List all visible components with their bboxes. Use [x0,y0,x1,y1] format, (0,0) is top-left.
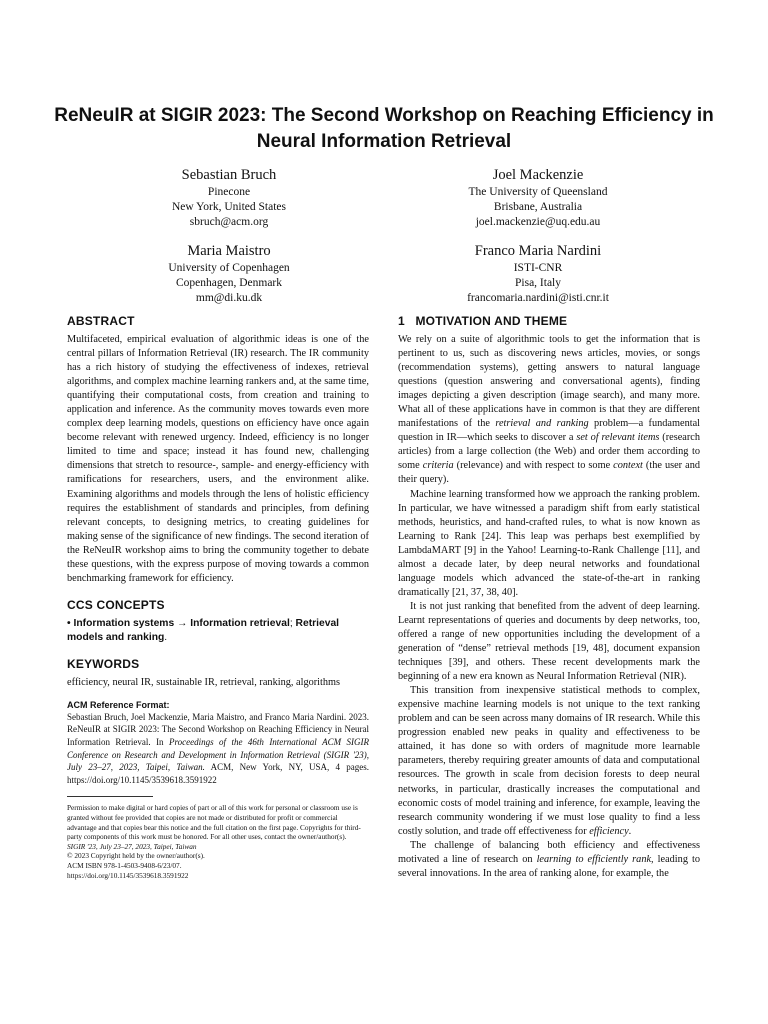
author-location: Copenhagen, Denmark [175,277,283,290]
author-location: New York, United States [171,201,287,214]
left-column [67,313,369,880]
body-paragraph [398,839,700,881]
ccs-separator: ; [289,617,296,629]
author-email: francomaria.nardini@isti.cnr.it [467,292,609,305]
author-name: Sebastian Bruch [181,167,277,183]
ccs-heading: CCS CONCEPTS [67,597,165,612]
author-name: Maria Maistro [187,243,271,259]
author-block [408,242,668,307]
text-run: This transition from inexpensive statistical methods to complex, expensive machine learning models is not unique to the text ranking problem and can be seen across many domains of IR research. While this progression enabled new peaks in quality and effectiveness to be attained, it has done so with orders of magnitude more learnable parameters, thereby requiring greater amounts of data and computational resources. The growth in scale from decision forests to deep neural networks, in particular, drastically increases the computational and economic costs of model training and inference, for example, leaving the research community wondering if we must lose quality to find a less costly solution, and trade off effectiveness for [398,685,700,837]
body-paragraph: Machine learning transformed how we approach the ranking problem. In particular, we have witnessed a paradigm shift from early statistical methods, heuristics, and hand-crafted rules, to what is now known as Learning to Rank [24]. This leap was perhaps best exemplified by LambdaMART [9] in the Yahoo! Learning-to-Rank Challenge [11], and almost a decade later, by deep neural networks and foundational language models which advanced the state-of-the-art in ranking dramatically [21, 37, 38, 40]. [398,488,700,598]
author-email: sbruch@acm.org [189,216,269,229]
permission-block [67,803,369,880]
text-run: The challenge of balancing both efficiency and effectiveness motivated a line of research on [398,839,700,865]
ccs-sub: Information retrieval [190,617,290,629]
right-column [398,313,700,881]
author-affiliation: The University of Queensland [468,186,608,198]
author-name: Joel Mackenzie [492,167,584,183]
permission-text: Permission to make digital or hard copies of part or all of this work for personal or classroom use is granted without fee provided that copies are not made or distributed for profit or commercial advantage and that copies bear this notice and the full citation on the first page. Copyrights for third-party components of this work must be honored. For all other uses, contact the owner/author(s). [67,803,361,842]
reference-heading: ACM Reference Format: [67,699,170,710]
permission-copyright: © 2023 Copyright held by the owner/author(s). [67,851,205,861]
text-run: , leading to several innovations. In the area of ranking alone, for example, the [398,853,701,879]
text-run: We rely on a suite of algorithmic tools to get the information that is pertinent to us, such as discovering news articles, movies, or songs (recommendation systems), getting answers to natural language questions (question answering and conversational agents), finding images depicting a given description (image search), and many more. What all of these applications have in common is that they are different manifestations of the [398,334,700,430]
abstract-text: Multifaceted, empirical evaluation of algorithmic ideas is one of the central pillars of Information Retrieval (IR) research. The IR community has a rich history of studying the effectiveness of indexes, retrieval algorithms, and complex machine learning rankers and, at the same time, quantifying their computational costs, from creation and training to application and inference. As the community moves towards even more complex deep learning models, questions on efficiency have once again become relevant with renewed urgency. Indeed, efficiency is no longer limited to time and space; instead it has found new, challenging dimensions that stretch to resource-, sample- and energy-efficiency with ramifications for researchers, users, and the environment alike. Examining algorithms and models through the lens of holistic efficiency requires the establishment of standards and principles, from defining relevant concepts, to designing metrics, to creating guidelines for making sense of the significance of new findings. The second iteration of the ReNeuIR workshop aims to bring the community together to debate these questions, with the express purpose of moving towards a common benchmarking framework for efficiency. [67,334,369,584]
body-paragraph [398,333,700,488]
abstract-heading: ABSTRACT [67,314,135,328]
section-heading: 1 MOTIVATION AND THEME [398,314,568,328]
text-run: (the user and their query). [398,460,700,486]
author-affiliation: Pinecone [207,186,251,198]
emphasis: criteria [422,460,454,472]
ccs-arrow: → [177,617,188,629]
reference-venue: Proceedings of the 46th International ACM SIGIR Conference on Research and Development in Information Retrieval (SIGIR '23), July 23–27, 2023, Taipei, Taiwan. [67,737,369,773]
author-location: Pisa, Italy [515,277,561,290]
author-email: joel.mackenzie@uq.edu.au [475,216,601,229]
ccs-sub2: Retrieval models and ranking [67,617,340,643]
author-name: Franco Maria Nardini [474,243,602,259]
reference-post: ACM, New York, NY, USA, 4 pages. https://doi.org/10.1145/3539618.3591922 [67,762,369,785]
ccs-end: . [164,631,168,643]
body-paragraph [398,684,700,839]
text-run: . [628,825,632,837]
ccs-concepts [67,617,369,645]
author-block [99,166,359,231]
author-block [99,242,359,307]
footnote-rule [67,796,153,797]
emphasis: retrieval and ranking [495,418,589,430]
keywords-text: efficiency, neural IR, sustainable IR, retrieval, ranking, algorithms [67,676,341,688]
author-affiliation: ISTI-CNR [513,262,563,274]
emphasis: set of relevant items [576,432,660,444]
emphasis: efficiency [589,825,629,837]
paper-title: ReNeuIR at SIGIR 2023: The Second Workshop on Reaching Efficiency in Neural Information Retrieval [54,105,714,152]
permission-isbn: ACM ISBN 978-1-4503-9408-6/23/07. [67,861,182,871]
text-run: (relevance) and with respect to some [453,460,614,472]
author-affiliation: University of Copenhagen [168,262,290,274]
text-run: (research articles) from a large collection (the Web) and order them according to some [398,432,700,472]
emphasis: context [613,460,643,472]
text-run: problem—a fundamental question in IR—which seeks to discover a [398,418,701,444]
keywords-heading: KEYWORDS [67,656,140,671]
reference-text [67,711,369,787]
ccs-concept: Information systems [73,617,175,629]
reference-pre: Sebastian Bruch, Joel Mackenzie, Maria Maistro, and Franco Maria Nardini. 2023. ReNeuIR at SIGIR 2023: The Second Workshop on Reaching Efficiency in Neural Information Retrieval. In [67,711,369,748]
permission-conference: SIGIR '23, July 23–27, 2023, Taipei, Taiwan [67,841,197,851]
author-location: Brisbane, Australia [493,201,583,214]
ccs-bullet: • [67,617,71,629]
emphasis: learning to efficiently rank [536,853,652,865]
permission-doi: https://doi.org/10.1145/3539618.3591922 [67,870,189,880]
author-email: mm@di.ku.dk [195,292,263,305]
body-paragraph: It is not just ranking that benefited from the advent of deep learning. Learnt representations of queries and documents by deep networks, too, offered a range of new opportunities including the development of a generation of “dense” retrieval methods [19, 48], document expansion techniques [39], and others. These recent developments mark the beginning of a new era known as Neural Information Retrieval (NIR). [398,600,700,683]
author-block [408,166,668,231]
